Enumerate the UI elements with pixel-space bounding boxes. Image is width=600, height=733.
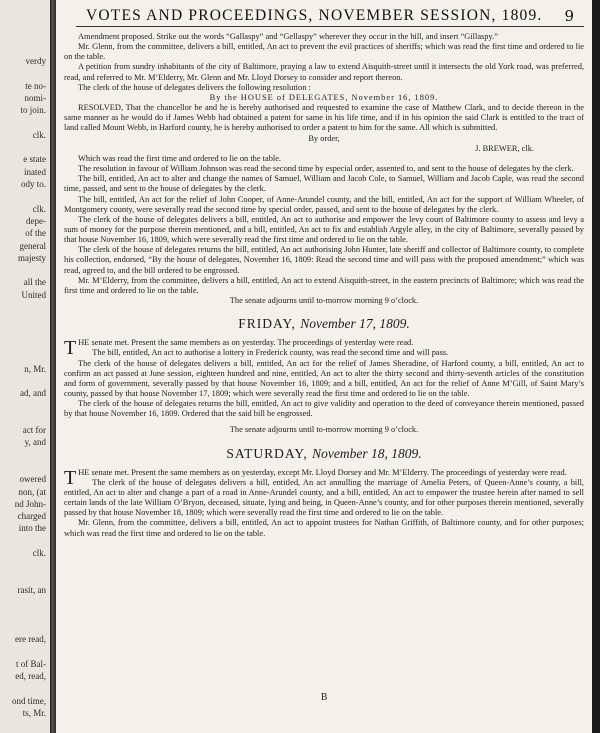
saturday-date: November 18, 1809. <box>312 445 422 461</box>
facing-page-margin <box>0 0 50 733</box>
paragraph-read-first: Which was read the first time and ordered to lie on the table. <box>78 153 282 163</box>
margin-fragment: verdy <box>25 56 46 66</box>
margin-fragment: non, (at <box>18 486 46 497</box>
margin-fragment: ere read, <box>15 634 46 645</box>
paragraph-cole: The bill, entitled, An act to alter and change the names of Samuel, William and Jacob Cole, to Samuel, William and Jacob Caple, was read the second time, passed, and sent to the house of delegates by the clerk. <box>64 174 584 194</box>
adjournment-friday: The senate adjourns until to-morrow morning 9 o’clock. <box>229 425 419 435</box>
margin-fragment: of the <box>25 228 46 239</box>
margin-fragment: owered <box>19 474 46 485</box>
paragraph-aisquith: Mr. M’Elderry, from the committee, delivers a bill, entitled, An act to extend Aisquith-street, in the eastern precincts of Baltimore; which was read the first time and ordered to lie on the table. <box>64 275 584 295</box>
margin-fragment: ts, Mr. <box>22 707 46 718</box>
margin-fragment: act for <box>22 425 46 435</box>
margin-fragment: ond time, <box>12 695 46 706</box>
margin-fragment: ad, and <box>20 388 46 399</box>
friday-date: November 17, 1809. <box>300 316 410 332</box>
margin-fragment: charged <box>17 511 46 522</box>
margin-fragment: nd John- <box>14 498 46 509</box>
paragraph-levy-court: The clerk of the house of delegates delivers a bill, entitled, An act to authorise and empower the levy court of Baltimore county to assess and levy a sum of money for the purpose therein mentioned, and a bill, entitled, An act to fix and establish Argyle alley, in the city of Baltimore, severally passed by that house November 16, 1809, which were severally read the first time and ordered to lie on the table. <box>64 214 584 245</box>
resolution-heading: By the HOUSE of DELEGATES, November 16, 1809. <box>209 92 439 102</box>
margin-fragment: clk. <box>32 203 46 214</box>
paragraph-amendment: Amendment proposed. Strike out the words “Gallaspy” and “Gellaspy” wherever they occur in the bill, and insert “Gillaspy.” <box>78 32 498 41</box>
saturday-day: SATURDAY, <box>226 445 308 461</box>
paragraph-lottery: The bill, entitled, An act to authorise a lottery in Frederick county, was read the second time and will pass. <box>92 348 449 358</box>
margin-fragment: n, Mr. <box>24 363 46 374</box>
paragraph-deed: The clerk of the house of delegates returns the bill, entitled, An act to give validity and operation to the deed of conveyance therein mentioned, passed by that house November 16, 1809. Ordered that the said bill be engrossed. <box>64 399 584 419</box>
margin-fragment: into the <box>18 523 46 534</box>
document-page <box>56 0 592 733</box>
paragraph-sheriffs-bill: Mr. Glenn, from the committee, delivers a bill, entitled, An act to prevent the evil practices of sheriffs; which was read the first time and ordered to lie on the table. <box>64 42 584 62</box>
friday-met-text: HE senate met. Present the same members as on yesterday. The proceedings of yesterday were read. <box>78 338 414 348</box>
margin-fragment: majesty <box>18 252 46 263</box>
drop-cap: T <box>64 337 77 360</box>
margin-fragment: all the <box>23 277 46 288</box>
signature-mark: B <box>320 693 328 703</box>
paragraph-saturday-met <box>64 466 584 489</box>
margin-fragment: ed, read, <box>15 671 46 681</box>
margin-fragment: inated <box>24 166 46 177</box>
paragraph-resolution-intro: The clerk of the house of delegates delivers the following resolution : <box>78 82 311 92</box>
friday-heading <box>64 316 584 331</box>
paragraph-griffith: Mr. Glenn, from the committee, delivers a bill, entitled, An act to appoint trustees for Nathan Griffith, of Baltimore county, and for other purposes; which was read the first time and ordered to lie on the table. <box>64 518 584 538</box>
margin-fragment: clk. <box>32 548 46 558</box>
page-body <box>64 32 584 539</box>
header-title: VOTES AND PROCEEDINGS, NOVEMBER SESSION, 1809. <box>86 7 543 24</box>
margin-fragment: clk. <box>32 129 46 140</box>
margin-fragment: ody to. <box>20 179 46 189</box>
paragraph-petition: A petition from sundry inhabitants of the city of Baltimore, praying a law to extend Aisquith-street until it intersects the old York road, was preferred, read, and referred to Mr. M’Elderry, Mr. Glenn and Mr. Lloyd Dorsey to consider and report thereon. <box>64 62 584 82</box>
paragraph-cooper: The bill, entitled, An act for the relief of John Cooper, of Anne-Arundel county, and the bill, entitled, An act for the support of William Wheeler, of Montgomery county, were severally read the second time by special order, passed, and sent to the house of delegates by the clerk. <box>64 194 584 214</box>
drop-cap: T <box>64 466 77 489</box>
margin-fragment: rasit, an <box>17 584 46 595</box>
margin-fragment: t of Bal- <box>16 658 46 669</box>
margin-fragment: te no- <box>25 80 46 91</box>
clerk-signature: J. BREWER, clk. <box>475 143 534 153</box>
paragraph-hunter: The clerk of the house of delegates returns the bill, entitled, An act authorising John Hunter, late sheriff and collector of Baltimore county, to complete his collection, endorsed, “By the house of delegates, November 16, 1809: Read the second time and will pass with the proposed amendment;” which was read, agreed to, and the bill ordered to be engrossed. <box>64 245 584 275</box>
by-order: By order, <box>308 133 340 143</box>
margin-fragment: general <box>19 240 46 251</box>
margin-fragment: y, and <box>24 437 46 448</box>
margin-fragment: United <box>21 289 46 300</box>
margin-fragment: to join. <box>20 105 46 116</box>
page-number: 9 <box>564 7 574 25</box>
paragraph-resolved: RESOLVED, That the chancellor be and he is hereby authorised and requested to examine the case of Matthew Clark, and to decide thereon in the same manner as he would do if James Webb had obtained a patent for same in his life time, and if in his opinion the said Clark is entitled to the tract of land called Mount Webb, in Harford county, he is hereby authorised to order a patent to him for the same. All which is submitted. <box>64 103 584 133</box>
header-rule <box>76 26 584 27</box>
margin-fragment: nomi- <box>24 92 46 103</box>
adjournment-thursday: The senate adjourns until to-morrow morning 9 o’clock. <box>229 296 419 306</box>
friday-day: FRIDAY, <box>238 316 296 332</box>
saturday-heading <box>64 446 584 461</box>
paragraph-peters: The clerk of the house of delegates delivers a bill, entitled, An act annulling the marriage of Amelia Peters, of Queen-Anne’s county, a bill, entitled, An act to alter and change a part of a road in Anne-Arundel county, and a bill, entitled, An act to empower the trustee herein after named to sell certain lands of the late William O’Bryon, deceased, situate, lying and being, in Queen-Anne’s county, and for other purposes therein mentioned, severally passed by that house November 18, 1809; which were severally read the first time and ordered to lie on the table. <box>64 477 584 518</box>
saturday-met-text: HE senate met. Present the same members as on yesterday, except Mr. Lloyd Dorsey and Mr. M’Elderry. The proceedings of yesterday were read. <box>78 467 567 477</box>
paragraph-sheradine: The clerk of the house of delegates delivers a bill, entitled, An act for the relief of James Sheradine, of Harford county, a bill, entitled, An act to confirm an act passed at June session, eighteen hundred and nine, entitled, An act to alter the thirty second and thirty-seventh articles of the constitution and form of government, severally passed by that house November 16, 1809; and a bill, entitled, An act for the relief of Anne M’Gill, of Saint Mary’s county, passed by that house November 17, 1809; which were severally read the first time and ordered to lie on the table. <box>64 358 584 398</box>
margin-fragment: e state <box>23 154 46 165</box>
margin-fragment: depe- <box>26 215 46 226</box>
paragraph-johnson: The resolution in favour of William Johnson was read the second time by especial order, assented to, and sent to the house of delegates by the clerk. <box>78 164 574 174</box>
